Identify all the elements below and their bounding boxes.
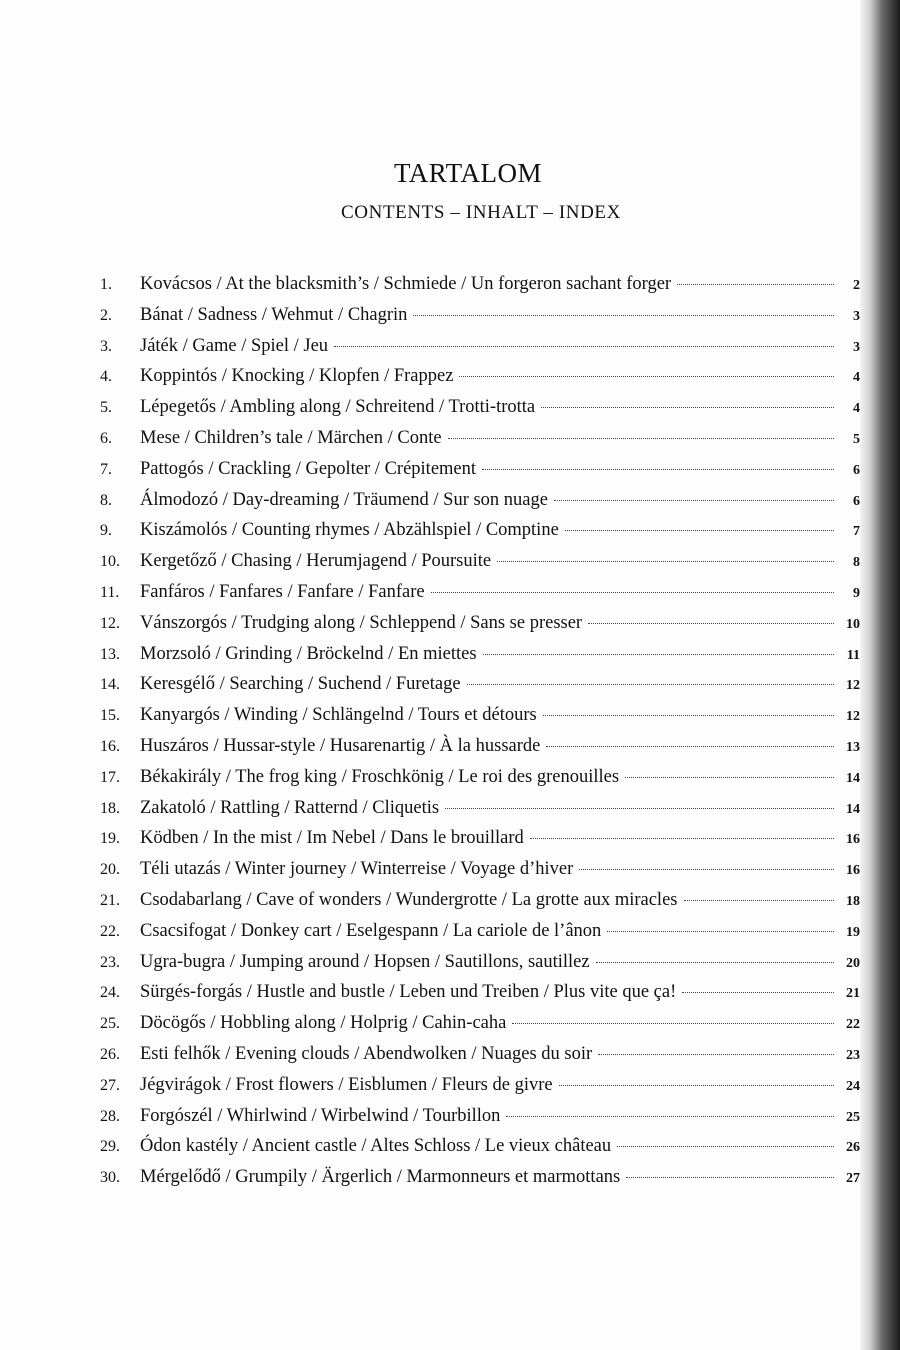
entry-title: Csodabarlang / Cave of wonders / Wundergrotte / La grotte aux miracles [140,889,678,910]
entry-page-number: 14 [846,801,860,817]
entry-page-number: 3 [853,308,860,324]
dot-leader [554,500,834,501]
toc-entry [100,1075,860,1106]
entry-page-number: 11 [846,647,860,663]
entry-number: 11. [100,583,120,601]
toc-entry [100,551,860,582]
entry-page-number: 5 [853,431,860,447]
dot-leader [482,469,834,470]
entry-title: Mérgelődő / Grumpily / Ärgerlich / Marmonneurs et marmottans [140,1167,621,1188]
entry-number: 22. [100,922,120,940]
dot-leader [546,746,834,747]
entry-number: 27. [100,1076,120,1094]
toc-entry [100,582,860,613]
entry-number: 20. [100,861,120,879]
entry-title: Mese / Children’s tale / Märchen / Conte [140,427,442,448]
toc-entry [100,274,860,305]
entry-number: 1. [100,276,112,293]
dot-leader [541,407,834,408]
dot-leader [467,684,834,685]
entry-title: Csacsifogat / Donkey cart / Eselgespann / La cariole de l’ânon [140,920,602,941]
toc-entry [100,1044,860,1075]
entry-page-number: 2 [853,278,860,293]
entry-page-number: 19 [846,924,860,940]
entry-title: Ódon kastély / Ancient castle / Altes Schloss / Le vieux château [140,1136,612,1157]
entry-page-number: 4 [853,370,860,386]
entry-title: Ugra-bugra / Jumping around / Hopsen / Sautillons, sautillez [140,951,590,972]
dot-leader [579,869,834,870]
entry-page-number: 14 [846,770,860,786]
toc-entry [100,366,860,397]
dot-leader [565,530,834,531]
toc-entry [100,798,860,829]
entry-number: 12. [100,614,120,632]
entry-title: Álmodozó / Day-dreaming / Träumend / Sur son nuage [140,489,548,510]
entry-title: Kergetőző / Chasing / Herumjagend / Poursuite [140,551,492,572]
entry-number: 7. [100,460,112,478]
entry-page-number: 21 [846,986,860,1002]
toc-entry [100,828,860,859]
dot-leader [497,561,834,562]
entry-number: 6. [100,429,112,447]
dot-leader [413,315,834,316]
entry-page-number: 7 [853,524,860,540]
dot-leader [334,346,834,347]
dot-leader [617,1146,834,1147]
entry-page-number: 25 [846,1109,860,1125]
entry-page-number: 9 [853,585,860,601]
entry-title: Fanfáros / Fanfares / Fanfare / Fanfare [140,581,425,602]
entry-title: Ködben / In the mist / Im Nebel / Dans le brouillard [140,828,524,849]
toc-entry [100,1136,860,1167]
entry-number: 26. [100,1045,120,1063]
dot-leader [607,931,834,932]
toc-entry [100,890,860,921]
entry-page-number: 4 [853,401,860,417]
dot-leader [682,992,834,993]
entry-title: Huszáros / Hussar-style / Husarenartig / À la hussarde [140,735,541,756]
entry-page-number: 6 [853,493,860,509]
entry-number: 10. [100,553,120,571]
page-title: TARTALOM [393,158,543,188]
entry-number: 24. [100,984,120,1002]
entry-page-number: 24 [846,1078,860,1094]
dot-leader [512,1023,834,1024]
entry-number: 25. [100,1015,120,1033]
entry-title: Lépegetős / Ambling along / Schreitend / Trotti-trotta [140,397,536,418]
toc-entry [100,921,860,952]
entry-number: 16. [100,737,120,755]
entry-page-number: 12 [846,709,860,725]
toc-entry [100,397,860,428]
entry-title: Morzsoló / Grinding / Bröckelnd / En miettes [140,643,477,664]
toc-entry [100,1106,860,1137]
entry-title: Békakirály / The frog king / Froschkönig / Le roi des grenouilles [140,766,620,787]
dot-leader [559,1085,834,1086]
entry-title: Koppintós / Knocking / Klopfen / Frappez [140,366,454,387]
page-subtitle: CONTENTS – INHALT – INDEX [341,202,621,223]
entry-title: Sürgés-forgás / Hustle and bustle / Leben und Treiben / Plus vite que ça! [140,982,677,1003]
entry-number: 19. [100,830,120,848]
entry-title: Esti felhők / Evening clouds / Abendwolken / Nuages du soir [140,1043,593,1064]
entry-page-number: 12 [846,678,860,694]
entry-number: 9. [100,522,112,540]
entry-number: 17. [100,768,120,786]
entry-number: 3. [100,337,112,355]
entry-title: Pattogós / Crackling / Gepolter / Crépitement [140,458,477,479]
toc-entry [100,952,860,983]
entry-title: Döcögős / Hobbling along / Holprig / Cahin-caha [140,1013,507,1034]
toc-entry [100,644,860,675]
entry-page-number: 10 [846,616,860,632]
toc-entry [100,674,860,705]
entry-number: 18. [100,799,120,817]
dot-leader [626,1177,834,1178]
entry-page-number: 22 [846,1017,860,1033]
dot-leader [588,623,834,624]
entry-page-number: 6 [853,462,860,478]
toc-entry [100,1167,860,1198]
dot-leader [506,1116,834,1117]
entry-title: Keresgélő / Searching / Suchend / Furetage [140,674,461,695]
toc-entry [100,428,860,459]
entry-title: Forgószél / Whirlwind / Wirbelwind / Tourbillon [140,1105,501,1126]
dot-leader [625,777,834,778]
entry-number: 5. [100,399,112,417]
entry-title: Játék / Game / Spiel / Jeu [140,335,329,356]
entry-page-number: 23 [846,1047,860,1063]
dot-leader [448,438,834,439]
dot-leader [431,592,834,593]
toc-entry [100,982,860,1013]
dot-leader [445,808,834,809]
toc-entry [100,613,860,644]
toc-entry [100,520,860,551]
dot-leader [530,838,834,839]
entry-title: Bánat / Sadness / Wehmut / Chagrin [140,304,408,325]
entry-number: 14. [100,676,120,694]
entry-title: Kanyargós / Winding / Schlängelnd / Tours et détours [140,705,537,726]
dot-leader [598,1054,834,1055]
entry-page-number: 20 [846,955,860,971]
entry-number: 8. [100,491,112,509]
entry-title: Zakatoló / Rattling / Ratternd / Cliquetis [140,797,440,818]
dot-leader [677,284,834,285]
entry-page-number: 18 [846,893,860,909]
toc-entry [100,490,860,521]
entry-number: 15. [100,707,120,725]
entry-title: Kovácsos / At the blacksmith’s / Schmiede / Un forgeron sachant forger [140,274,672,294]
dot-leader [543,715,834,716]
dot-leader [483,654,834,655]
entry-number: 21. [100,891,120,909]
toc-entry [100,859,860,890]
entry-page-number: 27 [846,1171,860,1187]
entry-number: 13. [100,645,120,663]
entry-title: Téli utazás / Winter journey / Winterreise / Voyage d’hiver [140,859,574,880]
entry-number: 29. [100,1138,120,1156]
entry-number: 2. [100,306,112,324]
entry-page-number: 16 [846,863,860,879]
toc-entry [100,767,860,798]
toc-entry [100,459,860,490]
entry-number: 4. [100,368,112,386]
entry-page-number: 8 [853,555,860,571]
dot-leader [684,900,835,901]
toc-entry [100,305,860,336]
dot-leader [596,962,834,963]
toc-entry [100,1013,860,1044]
entry-page-number: 16 [846,832,860,848]
toc-entry [100,705,860,736]
entry-title: Jégvirágok / Frost flowers / Eisblumen / Fleurs de givre [140,1074,553,1095]
entry-number: 23. [100,953,120,971]
dot-leader [459,376,834,377]
entry-number: 30. [100,1169,120,1187]
contents-list [100,274,860,1198]
toc-entry [100,736,860,767]
entry-page-number: 26 [846,1140,860,1156]
book-spine-shadow [860,0,900,1350]
entry-title: Vánszorgós / Trudging along / Schleppend / Sans se presser [140,612,583,633]
toc-entry [100,336,860,367]
entry-number: 28. [100,1107,120,1125]
entry-title: Kiszámolós / Counting rhymes / Abzählspiel / Comptine [140,520,559,541]
entry-page-number: 13 [846,739,860,755]
entry-page-number: 3 [853,339,860,355]
